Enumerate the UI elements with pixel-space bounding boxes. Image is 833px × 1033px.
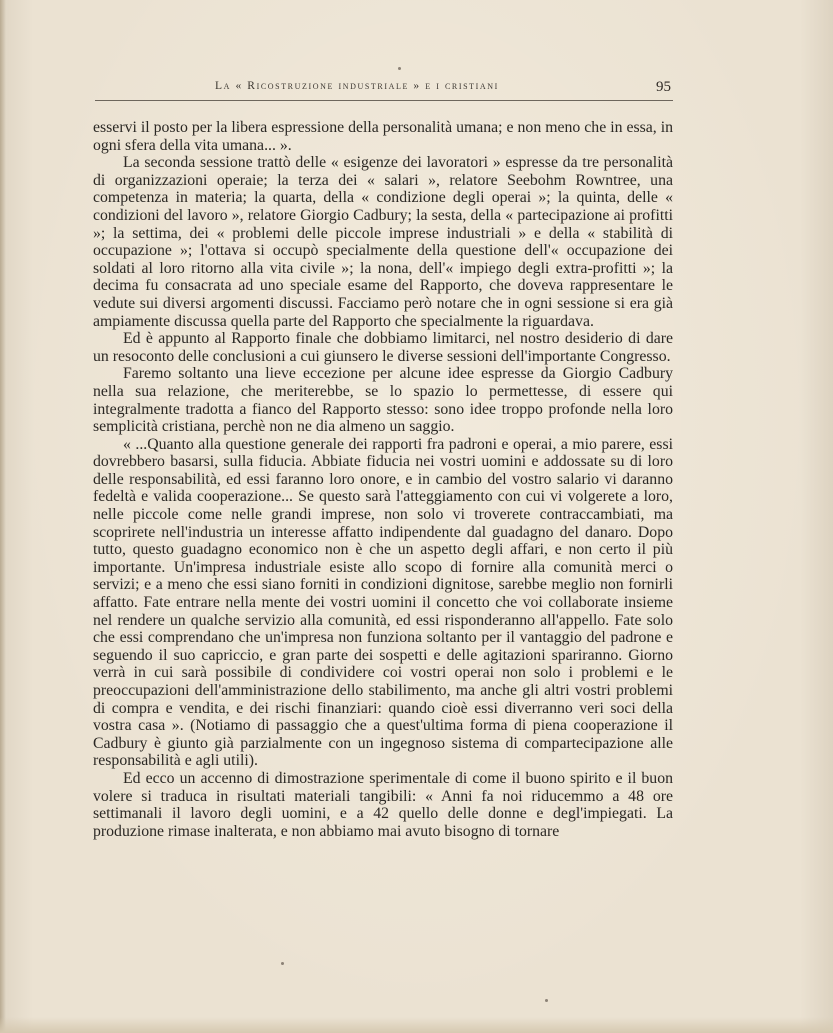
- paper-speck: [545, 999, 548, 1002]
- page-left-edge-shadow: [0, 0, 6, 1033]
- paragraph-1: esservi il posto per la libera espressione della personalità umana; e non meno che in essa, in ogni sfera della vita umana... ».: [93, 119, 673, 154]
- body-text: [93, 119, 673, 840]
- paragraph-5-quotation: « ...Quanto alla questione generale dei rapporti fra padroni e operai, a mio parere, essi dovrebbero basarsi, sulla fiducia. Abbiate fiducia nei vostri uomini e addossate su di loro delle responsabilità, ed essi faranno loro onore, e in cambio del vostro salario vi daranno fedeltà e valida cooperazione... Se questo sarà l'atteggiamento con cui vi volgerete a loro, nelle piccole come nelle grandi imprese, non solo vi troverete contraccambiati, ma scoprirete nell'industria un interesse affatto indipendente dal guadagno del danaro. Dopo tutto, questo guadagno economico non è che un aspetto degli affari, e non certo il più importante. Un'impresa industriale esiste allo scopo di fornire alla comunità merci o servizi; e a meno che essi siano forniti in condizioni dignitose, sarebbe meglio non fornirli affatto. Fate entrare nella mente dei vostri uomini il concetto che voi collaborate insieme nel rendere un qualche servizio alla comunità, ed essi risponderanno all'appello. Fate solo che essi comprendano che un'impresa non funziona soltanto per il vantaggio del padrone e seguendo il suo capriccio, e gran parte dei sospetti e delle agitazioni spariranno. Giorno verrà in cui sarà possibile di condividere coi vostri operai non solo i problemi e le preoccupazioni dell'amministrazione dello stabilimento, ma anche gli altri vostri problemi di compra e vendita, e dei rischi finanziari: quando cioè essi diverranno veri soci della vostra casa ». (Notiamo di passaggio che a quest'ultima forma di piena cooperazione il Cadbury è giunto già parzialmente con un ingegnoso sistema di compartecipazione alle responsabilità e agli utili).: [93, 435, 673, 770]
- paragraph-4: Faremo soltanto una lieve eccezione per alcune idee espresse da Giorgio Cadbury nella sua relazione, che meriterebbe, se lo spazio lo permettesse, di essere qui integralmente tradotta a fianco del Rapporto stesso: sono idee troppo profonde nella loro semplicità cristiana, perchè non ne dia almeno un saggio.: [93, 365, 673, 436]
- running-head: La « Ricostruzione industriale » e i cristiani: [215, 80, 499, 92]
- paper-speck: [398, 67, 401, 70]
- page-header: [95, 76, 673, 101]
- paragraph-3: Ed è appunto al Rapporto finale che dobbiamo limitarci, nel nostro desiderio di dare un resoconto delle conclusioni a cui giunsero le diverse sessioni dell'importante Congresso.: [93, 330, 673, 365]
- paper-speck: [281, 962, 284, 965]
- paragraph-2: La seconda sessione trattò delle « esigenze dei lavoratori » espresse da tre personalità di organizzazioni operaie; la terza dei « salari », relatore Seebohm Rowntree, una competenza in materia; la quarta, della « condizione degli operai »; la quinta, delle « condizioni del lavoro », relatore Giorgio Cadbury; la sesta, della « partecipazione ai profitti »; la settima, dei « problemi delle piccole imprese industriali » e della « stabilità di occupazione »; l'ottava si occupò specialmente della questione dell'« occupazione dei soldati al loro ritorno alla vita civile »; la nona, dell'« impiego degli extra-profitti »; la decima fu consacrata ad uno speciale esame del Rapporto, che doveva rappresentare le vedute sui diversi argomenti discussi. Facciamo però notare che in ogni sessione si era già ampiamente discussa quella parte del Rapporto che specialmente la riguardava.: [93, 154, 673, 330]
- page-bottom-edge: [0, 1017, 833, 1033]
- page-number: 95: [656, 79, 671, 95]
- paragraph-6: Ed ecco un accenno di dimostrazione sperimentale di come il buono spirito e il buon volere si traduca in risultati materiali tangibili: « Anni fa noi riducemmo a 48 ore settimanali il lavoro degli uomini, e a 42 quello delle donne e degl'impiegati. La produzione rimase inalterata, e non abbiamo mai avuto bisogno di tornare: [93, 769, 673, 840]
